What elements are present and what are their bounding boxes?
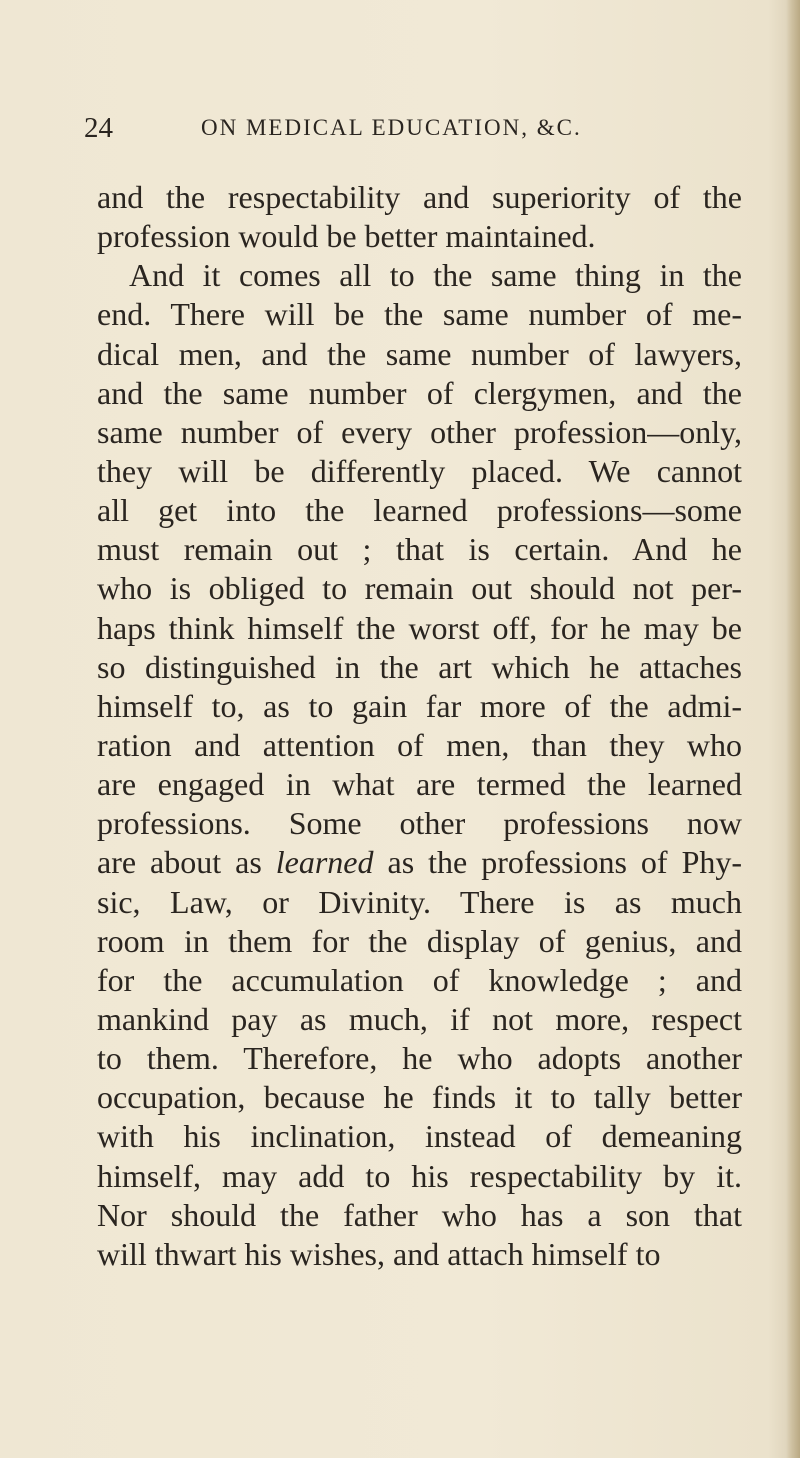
text-segment: as the professions of Phy- <box>387 844 743 881</box>
text-line: will thwart his wishes, and attach himself to <box>97 1235 661 1272</box>
body-text <box>97 178 742 1274</box>
text-line: same number of every other profession—only, <box>97 413 742 450</box>
page-number: 24 <box>84 112 113 144</box>
text-line: And it comes all to the same thing in the <box>129 257 742 294</box>
text-line: and the respectability and superiority of the <box>97 179 742 215</box>
text-line: himself to, as to gain far more of the admi- <box>97 687 742 724</box>
italic-word: learned <box>275 844 374 881</box>
text-line: room in them for the display of genius, and <box>97 922 742 959</box>
text-line: sic, Law, or Divinity. There is as much <box>97 883 742 920</box>
text-line: himself, may add to his respectability by it. <box>97 1157 742 1194</box>
text-line: and the same number of clergymen, and the <box>97 374 742 411</box>
text-line: end. There will be the same number of me- <box>97 296 742 333</box>
text-line: dical men, and the same number of lawyers, <box>97 335 742 372</box>
text-line-with-italic <box>97 843 742 882</box>
text-line: to them. Therefore, he who adopts another <box>97 1040 742 1077</box>
text-line: must remain out ; that is certain. And he <box>97 531 742 568</box>
page-edge <box>786 0 800 1458</box>
text-line: all get into the learned professions—some <box>97 492 742 529</box>
text-line: so distinguished in the art which he attaches <box>97 648 742 685</box>
text-line: Nor should the father who has a son that <box>97 1196 742 1233</box>
text-line: mankind pay as much, if not more, respect <box>97 1000 742 1037</box>
text-line: with his inclination, instead of demeaning <box>97 1118 742 1155</box>
text-line: haps think himself the worst off, for he may be <box>97 609 742 646</box>
text-line: they will be differently placed. We cannot <box>97 452 742 489</box>
text-line: occupation, because he finds it to tally better <box>97 1079 742 1116</box>
page-header <box>84 108 684 148</box>
text-line: for the accumulation of knowledge ; and <box>97 961 742 998</box>
text-segment: are about as <box>97 844 262 881</box>
text-line: are engaged in what are termed the learned <box>97 766 742 803</box>
text-line: professions. Some other professions now <box>97 805 742 842</box>
text-line: profession would be better maintained. <box>97 218 596 255</box>
text-line: who is obliged to remain out should not per- <box>97 570 742 607</box>
running-head: ON MEDICAL EDUCATION, &C. <box>201 115 582 140</box>
text-line: ration and attention of men, than they who <box>97 726 742 763</box>
